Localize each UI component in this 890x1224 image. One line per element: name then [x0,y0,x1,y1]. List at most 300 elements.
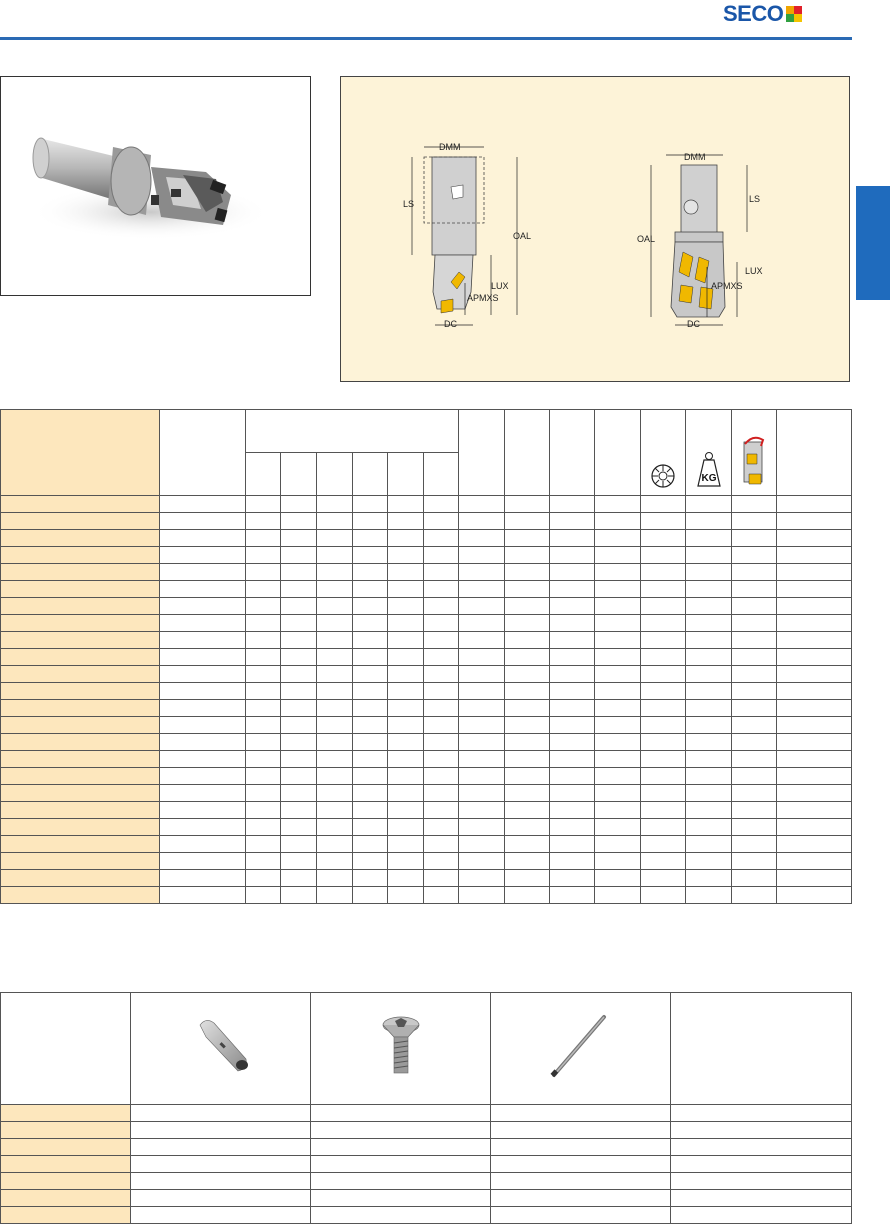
table-cell [641,598,686,615]
table-cell [505,870,550,887]
table-cell [131,1105,311,1122]
table-cell [505,700,550,717]
table-row [1,819,852,836]
table-cell [246,751,281,768]
table-row [1,1207,852,1224]
table-cell [311,1207,491,1224]
table-cell [131,1139,311,1156]
table-cell [317,547,353,564]
table-cell [353,649,388,666]
table-cell [1,836,160,853]
table-row [1,496,852,513]
table-cell [281,649,317,666]
left-dc-label: DC [444,319,457,329]
table-row [1,887,852,904]
table-cell [459,530,505,547]
table-cell [317,734,353,751]
header-col10-cell [505,410,550,496]
table-cell [281,734,317,751]
table-cell [641,700,686,717]
table-cell [424,649,459,666]
header-col12-cell [595,410,641,496]
table-row [1,1139,852,1156]
table-cell [459,649,505,666]
table-cell [595,887,641,904]
left-apmxs-label: APMXS [467,293,499,303]
acc-header-key-cell [491,993,671,1105]
table-cell [424,496,459,513]
table-cell [641,683,686,700]
table-cell [505,785,550,802]
table-row [1,785,852,802]
table-cell [595,530,641,547]
table-cell [550,615,595,632]
table-cell [777,734,852,751]
table-cell [550,700,595,717]
table-row [1,1173,852,1190]
table-cell [388,530,424,547]
table-cell [732,751,777,768]
table-cell [732,581,777,598]
table-cell [641,768,686,785]
table-row [1,836,852,853]
table-cell [641,887,686,904]
table-cell [160,564,246,581]
header-group-cell [246,410,459,453]
table-cell [424,700,459,717]
table-row [1,751,852,768]
table-cell [424,717,459,734]
table-cell [388,751,424,768]
table-cell [246,530,281,547]
table-cell [595,564,641,581]
table-cell [281,581,317,598]
header-pocket-icon-cell [641,410,686,496]
table-cell [686,632,732,649]
table-cell [424,768,459,785]
table-cell [246,836,281,853]
table-row [1,598,852,615]
table-row [1,1156,852,1173]
table-cell [424,530,459,547]
table-cell [550,513,595,530]
table-cell [732,666,777,683]
table-cell [424,632,459,649]
table-cell [491,1207,671,1224]
table-cell [1,649,160,666]
table-cell [459,581,505,598]
table-cell [388,513,424,530]
table-cell [777,887,852,904]
table-cell [131,1207,311,1224]
table-cell [595,649,641,666]
table-cell [550,666,595,683]
table-cell [595,598,641,615]
right-tool-drawing [637,152,763,329]
table-cell [1,768,160,785]
table-cell [281,547,317,564]
table-cell [281,666,317,683]
table-cell [686,768,732,785]
table-cell [246,615,281,632]
table-cell [505,666,550,683]
subheader-cell [281,453,317,496]
milling-cutter-photo [1,77,310,295]
table-cell [160,598,246,615]
table-cell [505,564,550,581]
table-cell [281,887,317,904]
table-cell [424,581,459,598]
table-cell [281,564,317,581]
table-cell [641,547,686,564]
table-cell [1,717,160,734]
table-cell [641,513,686,530]
table-cell [641,632,686,649]
table-cell [595,547,641,564]
table-cell [550,530,595,547]
table-cell [246,649,281,666]
table-cell [311,1190,491,1207]
table-cell [317,598,353,615]
table-cell [353,802,388,819]
product-table-body [1,496,852,904]
table-cell [505,615,550,632]
table-cell [595,700,641,717]
table-cell [160,615,246,632]
table-cell [424,870,459,887]
table-row [1,615,852,632]
table-cell [317,513,353,530]
table-cell [353,615,388,632]
table-cell [550,632,595,649]
table-cell [131,1156,311,1173]
table-cell [686,496,732,513]
table-cell [505,547,550,564]
table-cell [777,581,852,598]
table-cell [281,751,317,768]
table-cell [160,785,246,802]
table-cell [353,700,388,717]
table-cell [1,513,160,530]
table-cell [459,768,505,785]
table-cell [777,700,852,717]
table-cell [459,513,505,530]
table-cell [505,853,550,870]
table-cell [424,751,459,768]
table-cell [732,853,777,870]
table-cell [1,598,160,615]
table-row [1,802,852,819]
table-cell [732,547,777,564]
table-row [1,683,852,700]
table-cell [505,649,550,666]
table-cell [160,853,246,870]
table-cell [424,734,459,751]
table-cell [388,734,424,751]
table-cell [732,768,777,785]
table-cell [246,819,281,836]
table-cell [505,836,550,853]
table-cell [550,853,595,870]
right-ls-label: LS [749,194,761,204]
table-cell [353,564,388,581]
table-cell [777,802,852,819]
acc-header-empty-cell [671,993,852,1105]
subheader-cell [353,453,388,496]
table-cell [1,564,160,581]
table-cell [311,1105,491,1122]
table-cell [246,496,281,513]
table-cell [317,530,353,547]
table-cell [160,887,246,904]
acc-header-screw-cell [311,993,491,1105]
table-cell [641,717,686,734]
table-cell [777,632,852,649]
table-cell [160,683,246,700]
table-cell [311,1173,491,1190]
table-cell [550,717,595,734]
table-cell [686,853,732,870]
table-cell [550,649,595,666]
product-table [0,409,852,904]
table-cell [388,683,424,700]
table-cell [732,683,777,700]
table-cell [424,666,459,683]
table-cell [595,768,641,785]
table-cell [459,785,505,802]
table-cell [777,836,852,853]
table-row [1,734,852,751]
table-cell [459,632,505,649]
table-cell [246,887,281,904]
table-cell [353,751,388,768]
table-cell [388,768,424,785]
table-cell [1,530,160,547]
table-cell [491,1156,671,1173]
table-cell [550,870,595,887]
table-cell [1,547,160,564]
table-cell [246,581,281,598]
table-cell [777,598,852,615]
accessories-table-body [1,1105,852,1224]
table-cell [281,870,317,887]
table-cell [686,649,732,666]
table-cell [317,802,353,819]
subheader-cell [246,453,281,496]
table-row [1,666,852,683]
table-cell [732,615,777,632]
table-row [1,768,852,785]
table-cell [777,649,852,666]
table-cell [311,1122,491,1139]
table-cell [550,785,595,802]
table-row [1,581,852,598]
table-cell [459,717,505,734]
table-cell [595,802,641,819]
section-side-tab [856,186,890,300]
table-cell [641,649,686,666]
table-cell [388,564,424,581]
left-ls-label: LS [403,199,415,209]
table-cell [641,819,686,836]
table-cell [160,496,246,513]
table-cell [459,666,505,683]
table-row [1,564,852,581]
table-cell [671,1139,852,1156]
table-cell [388,649,424,666]
table-cell [641,734,686,751]
table-cell [424,819,459,836]
table-cell [281,819,317,836]
table-cell [777,564,852,581]
subheader-cell [388,453,424,496]
table-cell [317,649,353,666]
table-cell [732,564,777,581]
table-cell [353,513,388,530]
table-cell [160,717,246,734]
table-cell [777,853,852,870]
table-cell [671,1156,852,1173]
table-cell [246,734,281,751]
right-dmm-label: DMM [684,152,706,162]
header-col2-cell [160,410,246,496]
table-cell [353,870,388,887]
dimension-drawing [341,77,849,381]
table-cell [388,547,424,564]
table-cell [550,819,595,836]
table-cell [281,496,317,513]
table-cell [777,530,852,547]
table-cell [550,683,595,700]
table-cell [595,513,641,530]
table-cell [353,887,388,904]
table-cell [732,836,777,853]
table-cell [671,1173,852,1190]
table-cell [317,785,353,802]
table-cell [353,768,388,785]
screwdriver-key-icon [546,1011,616,1081]
table-cell [246,870,281,887]
table-cell [505,683,550,700]
table-cell [353,666,388,683]
table-cell [160,836,246,853]
table-cell [246,785,281,802]
table-cell [1,700,160,717]
table-cell [160,581,246,598]
table-cell [777,768,852,785]
table-cell [777,547,852,564]
seco-logo [723,2,849,26]
table-cell [388,666,424,683]
table-row [1,853,852,870]
table-cell [686,564,732,581]
table-cell [595,632,641,649]
table-cell [459,598,505,615]
table-cell [388,581,424,598]
table-row [1,1122,852,1139]
table-row [1,1190,852,1207]
table-cell [353,547,388,564]
table-cell [595,683,641,700]
table-cell [732,598,777,615]
table-cell [686,598,732,615]
table-row [1,649,852,666]
table-cell [671,1122,852,1139]
table-cell [505,734,550,751]
table-cell [311,1139,491,1156]
table-cell [686,581,732,598]
table-cell [388,870,424,887]
table-cell [353,496,388,513]
table-cell [246,564,281,581]
table-row [1,717,852,734]
table-cell [317,717,353,734]
table-cell [311,1156,491,1173]
table-cell [732,530,777,547]
table-cell [246,632,281,649]
table-cell [459,547,505,564]
table-cell [595,496,641,513]
table-cell [424,615,459,632]
table-cell [353,632,388,649]
header-weight-icon-cell [686,410,732,496]
table-cell [1,853,160,870]
table-cell [353,717,388,734]
product-photo-frame [0,76,311,296]
table-cell [246,768,281,785]
table-cell [459,751,505,768]
header-col16-cell [777,410,852,496]
table-cell [459,853,505,870]
table-cell [353,683,388,700]
table-cell [686,547,732,564]
table-cell [246,700,281,717]
table-cell [641,853,686,870]
table-cell [424,547,459,564]
table-cell [505,768,550,785]
table-cell [160,768,246,785]
table-cell [160,751,246,768]
table-cell [317,700,353,717]
table-cell [281,683,317,700]
table-cell [459,683,505,700]
table-cell [732,496,777,513]
table-cell [550,496,595,513]
table-cell [1,802,160,819]
table-cell [160,819,246,836]
acc-header-sleeve-cell [131,993,311,1105]
table-cell [281,700,317,717]
table-cell [131,1190,311,1207]
table-cell [732,632,777,649]
table-cell [246,853,281,870]
table-cell [491,1105,671,1122]
table-cell [281,768,317,785]
table-cell [317,564,353,581]
table-cell [424,513,459,530]
insert-screw-icon [376,1011,426,1081]
table-cell [246,666,281,683]
table-cell [1,870,160,887]
weight-icon [692,450,726,490]
table-cell [641,666,686,683]
table-cell [160,666,246,683]
table-cell [424,683,459,700]
table-cell [686,734,732,751]
table-cell [1,581,160,598]
table-cell [246,717,281,734]
table-cell [459,870,505,887]
